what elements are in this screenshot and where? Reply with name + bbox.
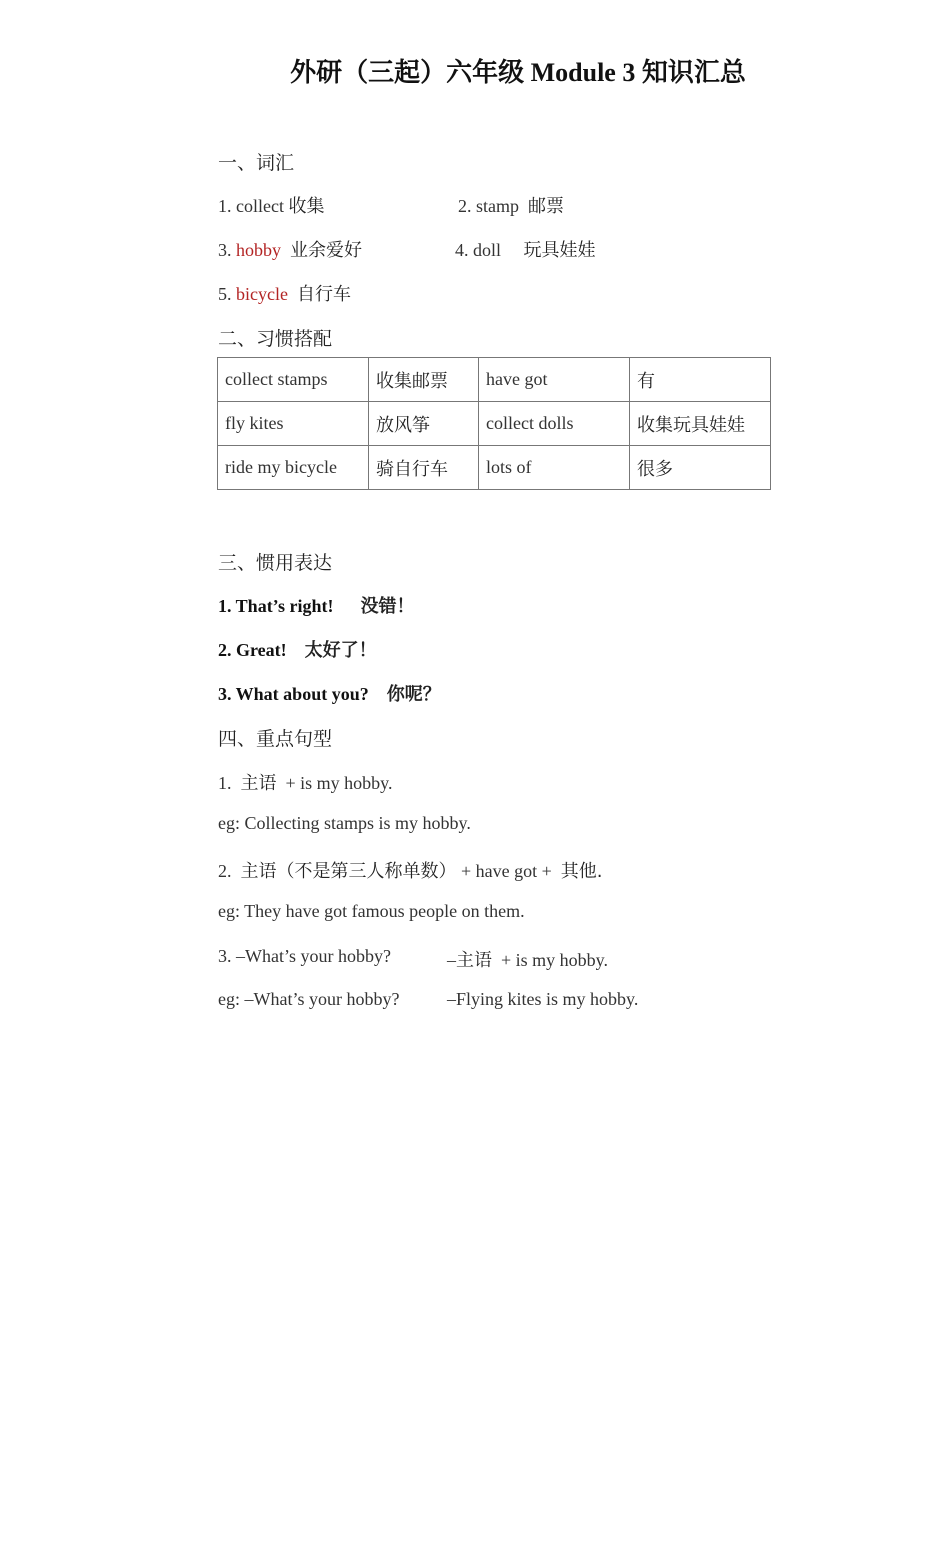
table-cell: have got	[479, 358, 630, 402]
vocab-meaning: 玩具娃娃	[523, 240, 596, 261]
vocab-meaning: 邮票	[528, 196, 564, 217]
pattern-3-answer: –主语 + is my hobby.	[447, 950, 608, 971]
table-cell: fly kites	[218, 402, 369, 446]
table-row	[218, 402, 771, 446]
expression-item-3: 3. What about you? 你呢？	[218, 684, 441, 705]
vocab-word: collect	[236, 196, 284, 216]
example-3-question: eg: –What’s your hobby?	[218, 989, 400, 1009]
vocab-meaning: 自行车	[296, 284, 351, 305]
pattern-1: 1. 主语 + is my hobby.	[218, 773, 393, 794]
vocab-word-highlighted: bicycle	[236, 284, 288, 304]
example-2: eg: They have got famous people on them.	[218, 901, 525, 921]
pattern-3-question: 3. –What’s your hobby?	[218, 946, 391, 966]
table-cell: lots of	[479, 446, 630, 490]
table-cell: collect dolls	[479, 402, 630, 446]
table-cell: 很多	[630, 446, 771, 490]
section-expressions-heading: 三、惯用表达	[218, 552, 333, 574]
table-row	[218, 446, 771, 490]
vocab-word-highlighted: hobby	[236, 240, 281, 260]
section-vocabulary-heading: 一、词汇	[218, 152, 295, 174]
document-title: 外研（三起）六年级 Module 3 知识汇总	[290, 58, 746, 87]
section-sentence-patterns-heading: 四、重点句型	[218, 728, 333, 750]
expression-item-1: 1. That’s right! 没错！	[218, 596, 415, 617]
vocab-word: doll	[473, 240, 502, 260]
table-cell: 收集邮票	[369, 358, 479, 402]
vocab-item-5: 5. bicycle 自行车	[218, 284, 351, 305]
vocab-meaning: 收集	[288, 196, 325, 217]
vocab-word: stamp	[476, 196, 519, 216]
expression-item-2: 2. Great! 太好了！	[218, 640, 377, 661]
table-cell: 有	[630, 358, 771, 402]
collocations-table	[217, 357, 771, 490]
table-cell: collect stamps	[218, 358, 369, 402]
vocab-item-2: 2. stamp 邮票	[458, 196, 564, 217]
pattern-2: 2. 主语（不是第三人称单数） + have got + 其他.	[218, 861, 603, 882]
example-3-answer: –Flying kites is my hobby.	[447, 989, 639, 1009]
table-cell: ride my bicycle	[218, 446, 369, 490]
vocab-item-1: 1. collect 收集	[218, 196, 325, 217]
example-1: eg: Collecting stamps is my hobby.	[218, 813, 471, 833]
table-row	[218, 358, 771, 402]
vocab-meaning: 业余爱好	[290, 240, 362, 261]
table-cell: 骑自行车	[369, 446, 479, 490]
table-cell: 收集玩具娃娃	[630, 402, 771, 446]
table-cell: 放风筝	[369, 402, 479, 446]
vocab-item-3: 3. hobby 业余爱好	[218, 240, 362, 261]
section-collocations-heading: 二、习惯搭配	[218, 328, 333, 350]
vocab-item-4: 4. doll 玩具娃娃	[455, 240, 596, 261]
